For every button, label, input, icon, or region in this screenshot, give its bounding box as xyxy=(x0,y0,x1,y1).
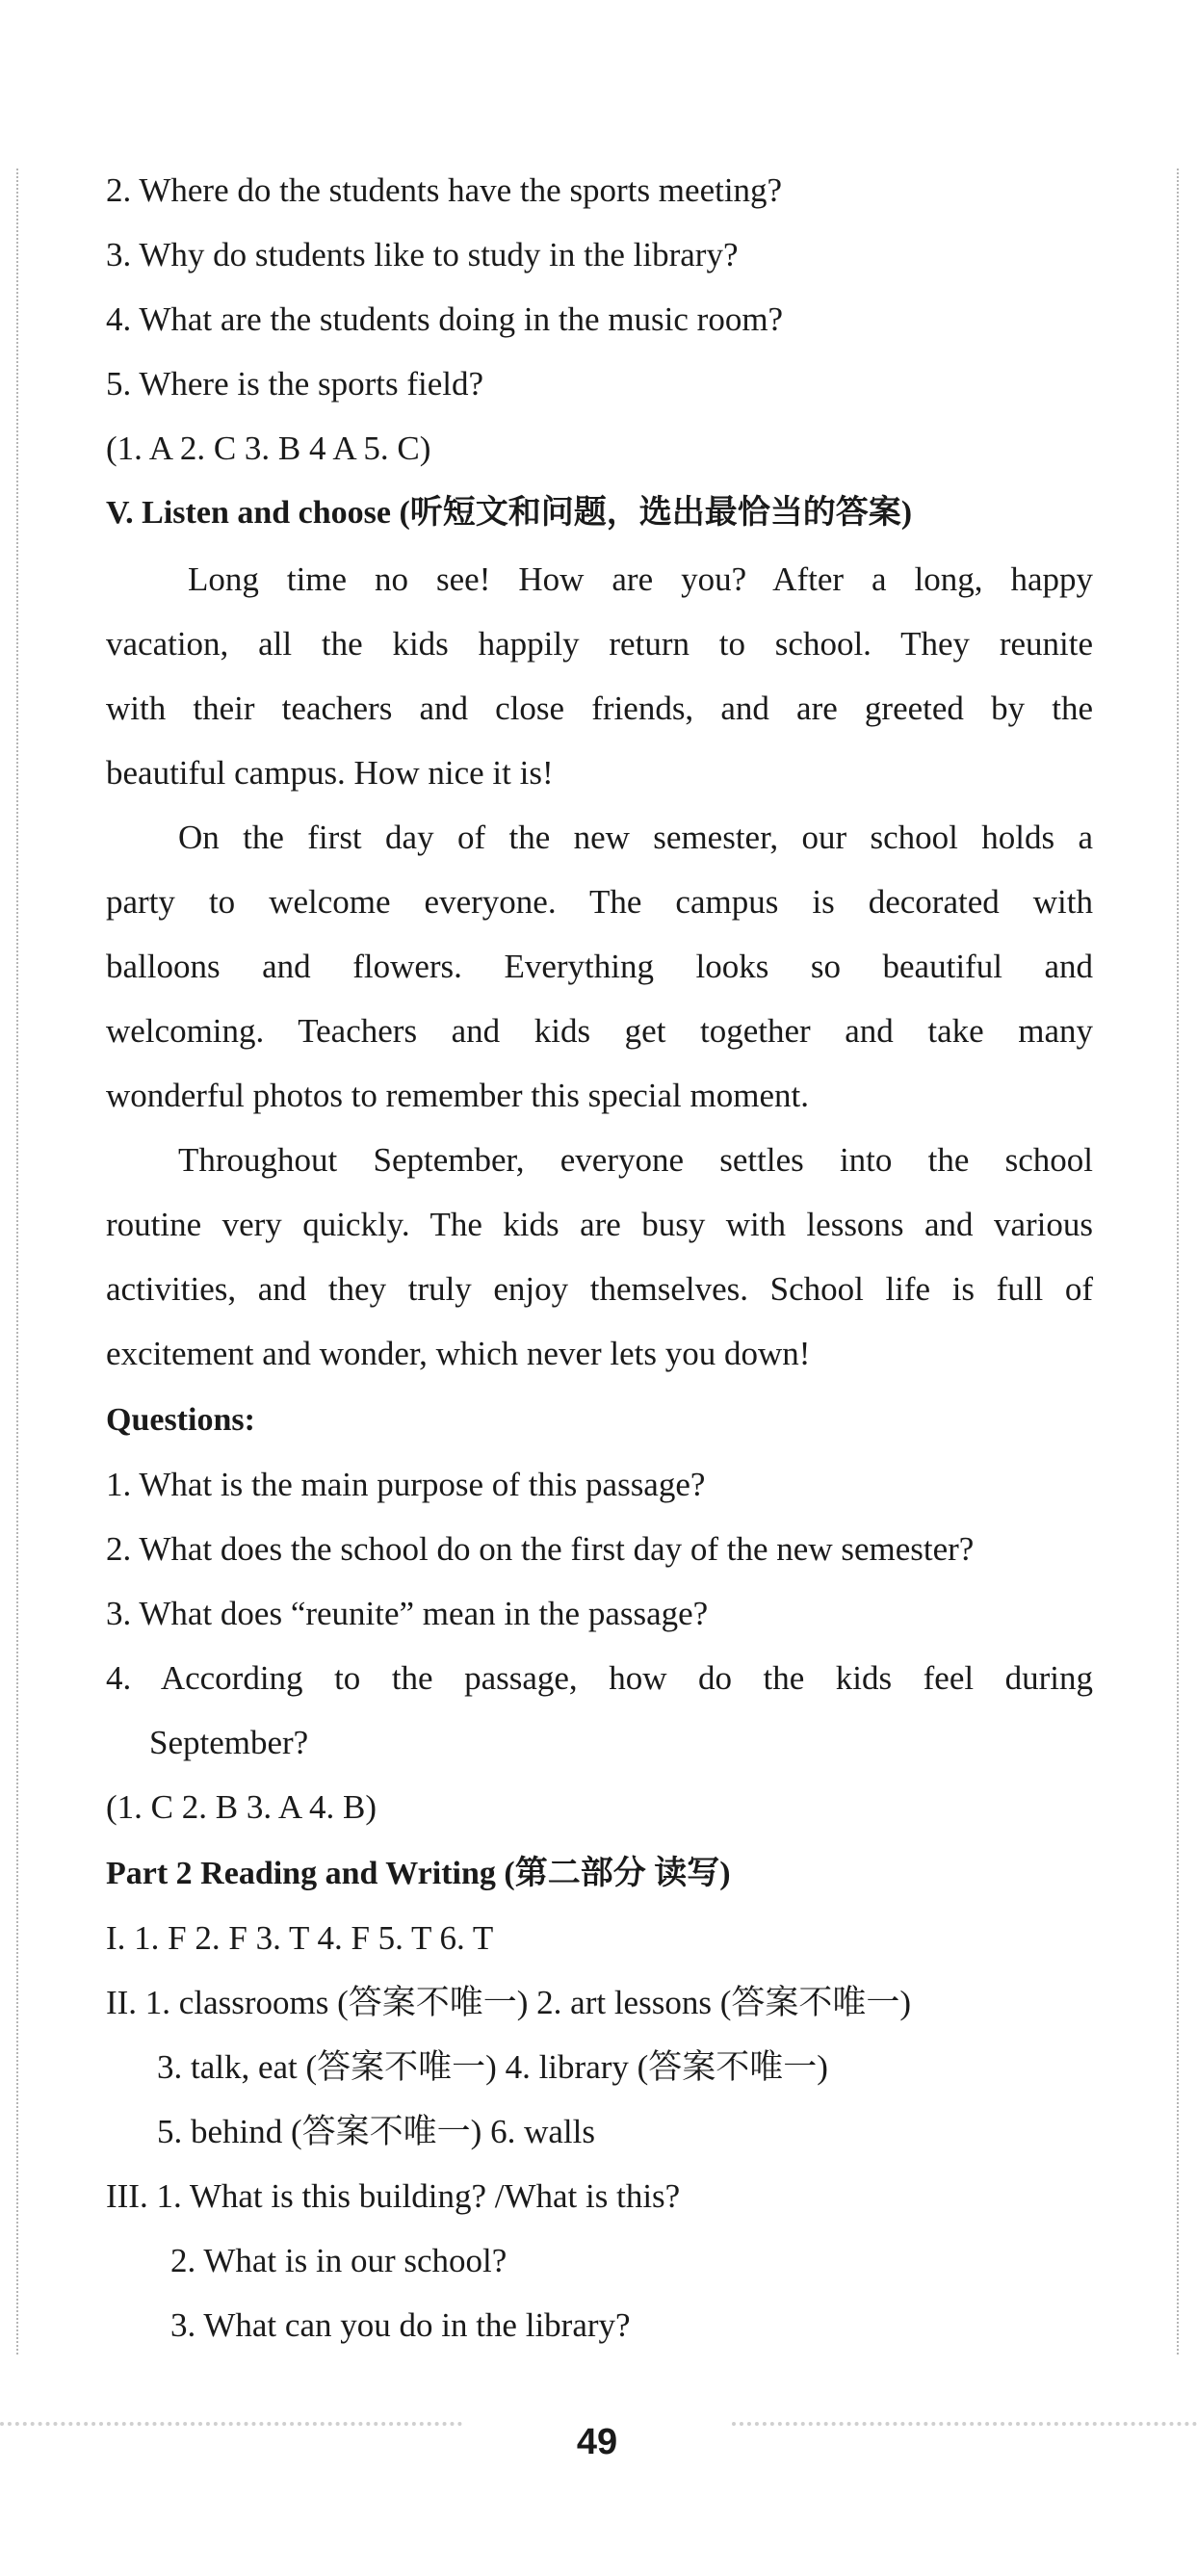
passage-line: routine very quickly. The kids are busy with lessons and various xyxy=(106,1206,1093,1243)
question-line-continued: September? xyxy=(149,1724,309,1761)
answer-line: III. 1. What is this building? /What is this? xyxy=(106,2177,681,2215)
question-line: 1. What is the main purpose of this passage? xyxy=(106,1466,706,1503)
passage-line: Long time no see! How are you? After a long, happy xyxy=(188,560,1093,598)
section-heading: V. Listen and choose (听短文和问题，选出最恰当的答案) xyxy=(106,495,913,531)
question-line: 2. Where do the students have the sports meeting? xyxy=(106,171,783,209)
footer-rule-right xyxy=(732,2422,1197,2426)
answer-key-line: (1. A 2. C 3. B 4 A 5. C) xyxy=(106,429,431,467)
part-heading: Part 2 Reading and Writing (第二部分 读写) xyxy=(106,1856,731,1891)
footer-rule-left xyxy=(0,2422,462,2426)
question-line: 4. What are the students doing in the music room? xyxy=(106,300,784,338)
passage-line: with their teachers and close friends, and are greeted by the xyxy=(106,690,1093,727)
left-margin-dotted-line xyxy=(16,169,18,2355)
answer-line: 5. behind (答案不唯一) 6. walls xyxy=(157,2113,595,2150)
questions-heading: Questions: xyxy=(106,1402,255,1438)
answer-key-line: (1. C 2. B 3. A 4. B) xyxy=(106,1788,377,1826)
right-margin-dotted-line xyxy=(1177,169,1179,2355)
answer-line: 2. What is in our school? xyxy=(170,2242,507,2279)
passage-line: activities, and they truly enjoy themselves. School life is full of xyxy=(106,1270,1093,1308)
passage-line: party to welcome everyone. The campus is decorated with xyxy=(106,883,1093,921)
passage-line: excitement and wonder, which never lets you down! xyxy=(106,1335,811,1372)
question-line: 5. Where is the sports field? xyxy=(106,365,484,403)
answer-line: 3. talk, eat (答案不唯一) 4. library (答案不唯一) xyxy=(157,2048,828,2086)
answer-line: II. 1. classrooms (答案不唯一) 2. art lessons (答案不唯一) xyxy=(106,1984,912,2021)
question-line: 2. What does the school do on the first day of the new semester? xyxy=(106,1530,975,1568)
passage-line: On the first day of the new semester, our school holds a xyxy=(178,819,1093,856)
answer-line: 3. What can you do in the library? xyxy=(170,2306,631,2344)
answer-line: I. 1. F 2. F 3. T 4. F 5. T 6. T xyxy=(106,1919,494,1957)
passage-line: vacation, all the kids happily return to school. They reunite xyxy=(106,625,1093,663)
passage-line: welcoming. Teachers and kids get together and take many xyxy=(106,1012,1093,1050)
question-line: 4. According to the passage, how do the kids feel during xyxy=(106,1659,1093,1697)
question-line: 3. What does “reunite” mean in the passage? xyxy=(106,1595,709,1632)
passage-line: wonderful photos to remember this special moment. xyxy=(106,1077,809,1114)
page-number: 49 xyxy=(576,2422,618,2462)
passage-line: balloons and flowers. Everything looks so beautiful and xyxy=(106,948,1093,985)
passage-line: beautiful campus. How nice it is! xyxy=(106,754,554,792)
question-line: 3. Why do students like to study in the library? xyxy=(106,236,739,273)
passage-line: Throughout September, everyone settles into the school xyxy=(178,1141,1093,1179)
